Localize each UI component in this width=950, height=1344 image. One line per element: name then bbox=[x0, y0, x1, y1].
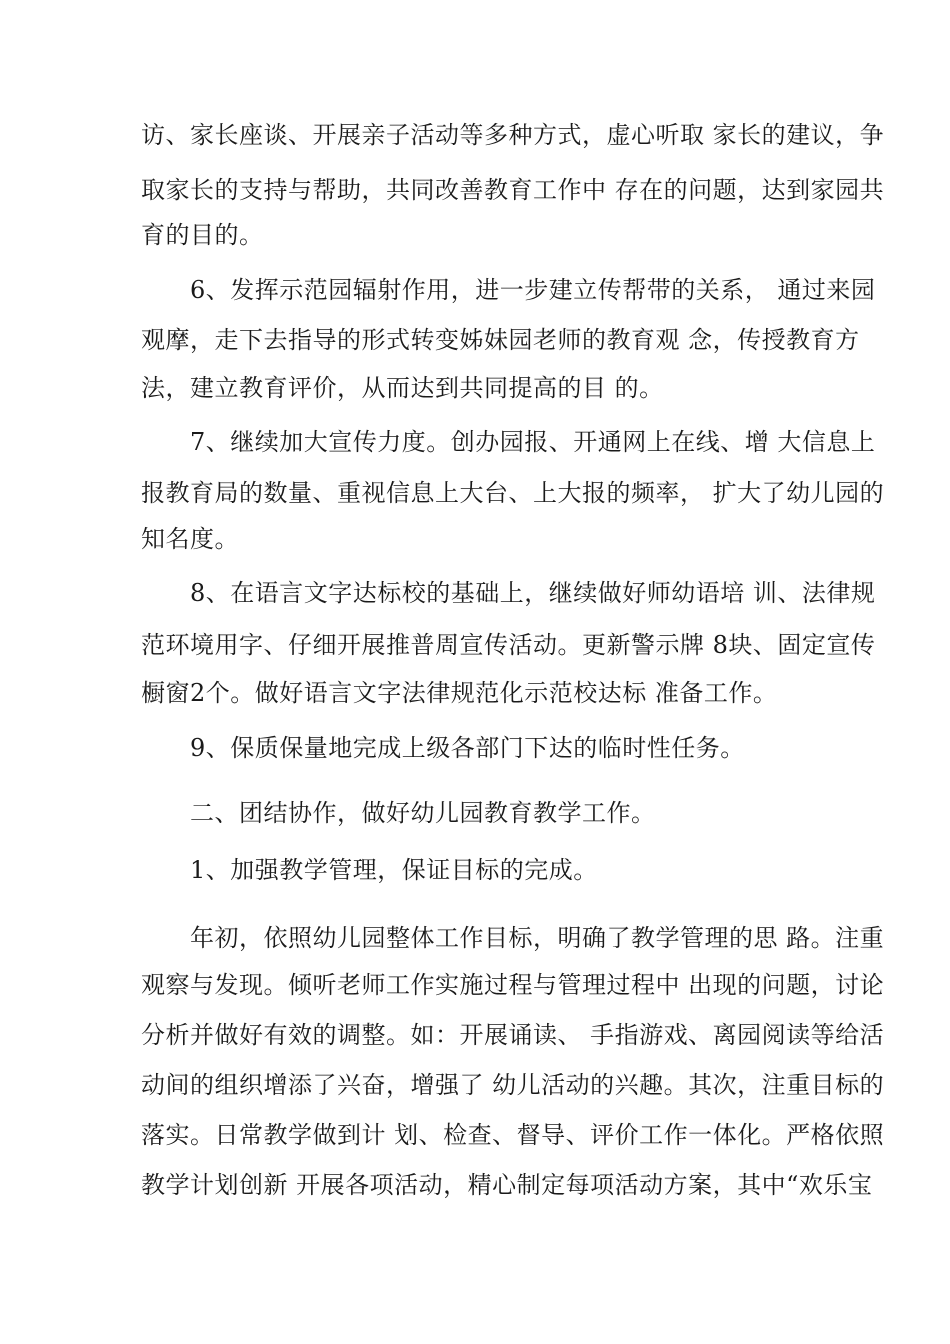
text-line: 9、保质保量地完成上级各部门下达的临时性任务。 bbox=[190, 734, 745, 762]
text-line: 取家长的支持与帮助，共同改善教育工作中 存在的问题，达到家园共 bbox=[141, 176, 885, 204]
text-line: 6、发挥示范园辐射作用，进一步建立传帮带的关系， 通过来园 bbox=[190, 276, 876, 304]
text-line: 范环境用字、仔细开展推普周宣传活动。更新警示牌 8块、固定宣传 bbox=[141, 631, 876, 659]
text-line: 分析并做好有效的调整。如：开展诵读、 手指游戏、离园阅读等给活 bbox=[141, 1021, 885, 1049]
text-line: 访、家长座谈、开展亲子活动等多种方式，虚心听取 家长的建议，争 bbox=[141, 121, 885, 149]
text-line: 动间的组织增添了兴奋，增强了 幼儿活动的兴趣。其次，注重目标的 bbox=[141, 1071, 885, 1099]
text-line: 教学计划创新 开展各项活动，精心制定每项活动方案，其中“欢乐宝 bbox=[141, 1171, 873, 1199]
text-line: 年初，依照幼儿园整体工作目标，明确了教学管理的思 路。注重 bbox=[190, 924, 885, 952]
text-line: 观察与发现。倾听老师工作实施过程与管理过程中 出现的问题，讨论 bbox=[141, 971, 885, 999]
text-line: 8、在语言文字达标校的基础上，继续做好师幼语培 训、法律规 bbox=[190, 579, 876, 607]
section-heading: 二、团结协作，做好幼儿园教育教学工作。 bbox=[190, 799, 656, 827]
text-line: 观摩，走下去指导的形式转变姊妹园老师的教育观 念，传授教育方 bbox=[141, 326, 860, 354]
text-line: 报教育局的数量、重视信息上大台、上大报的频率， 扩大了幼儿园的 bbox=[141, 479, 885, 507]
text-line: 法，建立教育评价，从而达到共同提高的目 的。 bbox=[141, 374, 664, 402]
text-line: 育的目的。 bbox=[141, 221, 264, 249]
text-line: 7、继续加大宣传力度。创办园报、开通网上在线、增 大信息上 bbox=[190, 428, 876, 456]
subsection-heading: 1、加强教学管理，保证目标的完成。 bbox=[190, 856, 598, 884]
text-line: 橱窗2个。做好语言文字法律规范化示范校达标 准备工作。 bbox=[141, 679, 778, 707]
text-line: 落实。日常教学做到计 划、检查、督导、评价工作一体化。严格依照 bbox=[141, 1121, 885, 1149]
text-line: 知名度。 bbox=[141, 525, 239, 553]
